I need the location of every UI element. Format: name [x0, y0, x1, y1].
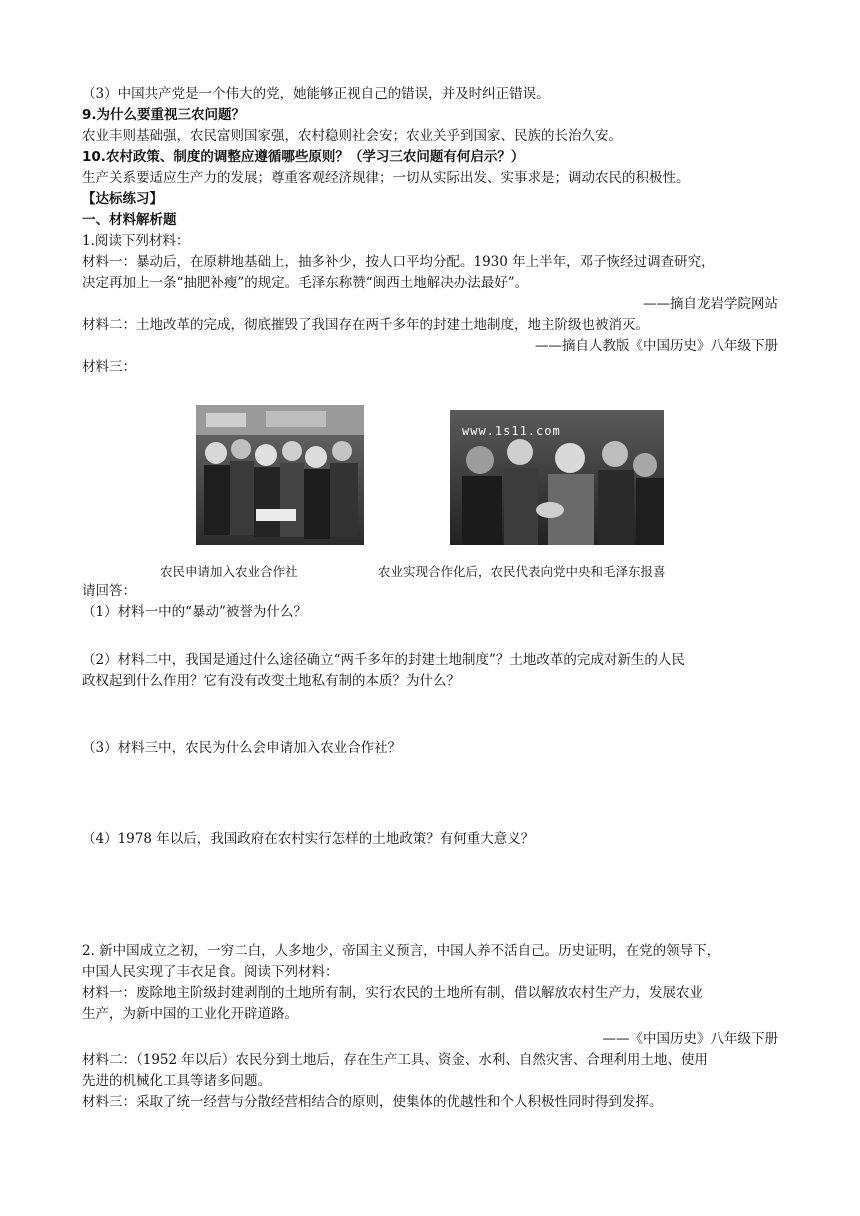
q2-material-3: 材料三：采取了统一经营与分散经营相结合的原则，使集体的优越性和个人积极性同时得到发挥。 [82, 1094, 663, 1110]
question-1-intro: 1.阅读下列材料： [82, 233, 190, 249]
photo-farmers-applying-image [196, 405, 364, 545]
material-1-line-1: 材料一：暴动后，在原耕地基础上，抽多补少，按人口平均分配。1930 年上半年，邓子恢经过调查研究， [82, 254, 715, 270]
sub-question-3: （3）材料三中，农民为什么会申请加入农业合作社？ [82, 740, 402, 756]
question-10-heading: 10.农村政策、制度的调整应遵循哪些原则？（学习三农问题有何启示？） [82, 149, 525, 165]
sub-question-4: （4）1978 年以后，我国政府在农村实行怎样的土地政策？有何重大意义？ [82, 831, 535, 847]
answer-prompt: 请回答： [82, 583, 136, 599]
sub-question-1: （1）材料一中的“暴动”被誉为什么？ [82, 604, 307, 620]
q2-material-1-line-1: 材料一：废除地主阶级封建剥削的土地所有制，实行农民的土地所有制，借以解放农村生产力，发展农业 [82, 985, 703, 1001]
material-1-source: ——摘自龙岩学院网站 [643, 296, 778, 312]
section-heading: 【达标练习】 [82, 191, 163, 207]
answer-line-3: （3）中国共产党是一个伟大的党，她能够正视自己的错误，并及时纠正错误。 [82, 86, 550, 102]
photo-caption-left: 农民申请加入农业合作社 [160, 564, 298, 579]
question-2-intro-line-2: 中国人民实现了丰衣足食。阅读下列材料： [82, 964, 339, 980]
photo-caption-right: 农业实现合作化后，农民代表向党中央和毛泽东报喜 [378, 564, 666, 579]
material-1-line-2: 决定再加上一条“抽肥补瘦”的规定。毛泽东称赞“闽西土地解决办法最好”。 [82, 275, 529, 291]
material-2-source: ——摘自人教版《中国历史》八年级下册 [535, 338, 778, 354]
answer-10: 生产关系要适应生产力的发展；尊重客观经济规律；一切从实际出发、实事求是；调动农民的积极性。 [82, 170, 690, 186]
q2-material-1-source: ——《中国历史》八年级下册 [602, 1031, 778, 1047]
sub-question-2-line-2: 政权起到什么作用？它有没有改变土地私有制的本质？为什么？ [82, 673, 460, 689]
photo-farmers-applying [196, 405, 364, 545]
answer-9: 农业丰则基础强，农民富则国家强，农村稳则社会安；农业关乎到国家、民族的长治久安。 [82, 128, 622, 144]
q2-material-2-line-1: 材料二：（1952 年以后）农民分到土地后，存在生产工具、资金、水利、自然灾害、合理利用土地、使用 [82, 1052, 708, 1068]
material-3-label: 材料三： [82, 359, 136, 375]
photo-farmers-reporting [450, 410, 664, 545]
q2-material-1-line-2: 生产，为新中国的工业化开辟道路。 [82, 1006, 298, 1022]
sub-question-2-line-1: （2）材料二中，我国是通过什么途径确立“两千多年的封建土地制度”？土地改革的完成对新生的人民 [82, 652, 685, 668]
question-2-intro-line-1: 2. 新中国成立之初，一穷二白，人多地少，帝国主义预言，中国人养不活自己。历史证明，在党的领导下， [82, 943, 721, 959]
question-9-heading: 9.为什么要重视三农问题？ [82, 107, 246, 123]
photo-watermark: www.1s11.com [462, 424, 561, 438]
part-heading: 一、材料解析题 [82, 212, 177, 228]
q2-material-2-line-2: 先进的机械化工具等诸多问题。 [82, 1073, 271, 1089]
material-2: 材料二：土地改革的完成，彻底摧毁了我国存在两千多年的封建土地制度，地主阶级也被消灭。 [82, 317, 649, 333]
